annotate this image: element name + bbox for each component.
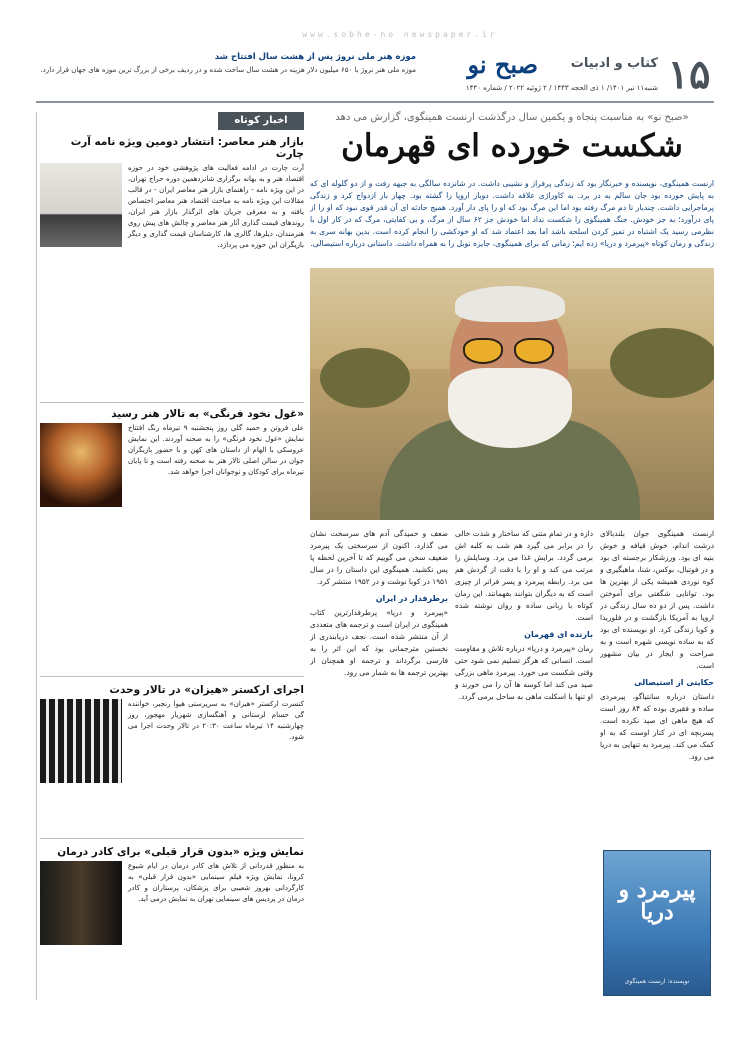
brief-item-title: اجرای ارکستر «هیزان» در تالار وحدت <box>109 684 304 696</box>
brief-item-body: به منظور قدردانی از تلاش های کادر درمان در ایام شیوع کرونا، نمایش ویژه فیلم سینمایی «بدون قرار قبلی» به کارگردانی بهروز شعیبی برای پزشکان، پرستاران و کادر درمان در پردیس های سینمایی تهران به نمایش درمی آید. <box>128 862 304 903</box>
news-brief-sidebar <box>36 112 304 1000</box>
article-headline: شکست خورده ای قهرمان <box>341 128 683 164</box>
article-col3-subhead: برطرفدار در ایران <box>375 594 448 603</box>
photo-glasses-lens-right <box>514 338 554 364</box>
photo-beard <box>448 368 572 448</box>
brief-item <box>40 684 304 834</box>
issue-date-line: شنبه۱۱ تیر ۱۴۰۱/ ۱ ذی الحجه ۱۴۴۳ / ۲ ژوئیه ۲۰۲۲ / شماره ۱۴۴۰ <box>465 84 658 92</box>
sidebar-divider <box>40 838 304 839</box>
brief-item <box>40 408 304 668</box>
book-cover <box>603 850 711 996</box>
section-title: کتاب و ادبیات <box>570 56 658 71</box>
photo-bush-left <box>320 348 410 408</box>
newspaper-logo: صبح نو <box>467 50 538 79</box>
hemingway-photo <box>310 268 714 520</box>
top-news-brief <box>36 52 416 75</box>
article-col3-text: ضعف و خمیدگی آدم های سرسخت نشان می گذارد. اکنون از سرسختی یک پیرمرد ضعیف سخن می گوییم که تا آخرین لحظه پا پس نکشید. همینگوی این داستان را در سال ۱۹۵۱ در کوبا نوشت و در ۱۹۵۲ منتشر کرد. <box>310 529 448 586</box>
site-url: www.sobhe-no newspaper.ir <box>302 30 498 39</box>
brief-item-body: آرت چارت در ادامه فعالیت های پژوهشی خود در حوزه اقتصاد هنر و به بهانه برگزاری شانزدهمین دوره حراج تهران، در این ویژه نامه - راهنمای بازار هنر معاصر ایران - در قالب مقالات این ویژه نامه به مباحث اقتصاد هنر معاصر اختصاص یافته و به معرفی جریان های اثرگذار بازار هنر ایران، روندهای قیمت گذاری آثار هنر معاصر و چالش های پیش روی هنرمندان، دیلرها، گالری ها، کارشناسان قیمت گذاری و دیگر بازیگران این حوزه می پردازد. <box>128 164 304 249</box>
sidebar-tab: اخبار کوتاه <box>218 112 304 130</box>
article-col1-text-b: داستان درباره سانتیاگو، پیرمردی ساده و فقیری بوده که ۸۴ روز است که هیچ ماهی ای صید نکرده است. پسربچه ای در کنار اوست که به او کمک می کند. پیرمرد به تنهایی به دریا می رود. <box>600 692 714 761</box>
article-col3-text-b: «پیرمرد و دریا» پرطرفدارترین کتاب همینگوی در ایران است و ترجمه های متعددی از آن منتشر شده است. نجف دریابندری از نخستین مترجمانی بود که این اثر را به فارسی برگرداند و ترجمه او همچنان از بهترین ترجمه ها به شمار می رود. <box>310 608 448 677</box>
film-still-thumbnail <box>40 861 122 945</box>
book-cover-title: پیرمرد و دریا <box>618 877 696 925</box>
orchestra-thumbnail <box>40 699 122 783</box>
sidebar-divider <box>40 402 304 403</box>
brief-item <box>40 136 304 398</box>
gallery-thumbnail <box>40 163 122 247</box>
top-news-title: موزه هنر ملی نروژ پس از هشت سال افتتاح شد <box>214 52 416 62</box>
photo-hair <box>455 286 565 322</box>
article-column-2 <box>455 528 593 1000</box>
brief-item-body: کنسرت ارکستر «هیزان» به سرپرستی هیوا رنجبر، خواننده گی حسام لرستانی و آهنگسازی شهریار مهجور، روز چهارشنبه ۱۴ تیرماه ساعت ۲۰:۳۰ در تالار وحدت اجرا می شود. <box>128 700 304 741</box>
sidebar-divider <box>40 676 304 677</box>
article-col1-subhead: حکایتی از استیصالی <box>634 678 714 687</box>
brief-item-title: «غول نخود فرنگی» به تالار هنر رسید <box>111 408 304 420</box>
brief-item <box>40 846 304 1000</box>
article-kicker: «صبح نو» به مناسبت پنجاه و یکمین سال درگذشت ارنست همینگوی، گزارش می دهد <box>335 112 689 123</box>
article-col1-text: ارنست همینگوی جوان بلندبالای درشت اندام، خوش قیافه و خوش بنیه ای بود. ورزشکار برجسته ای بود و در فوتبال، بوکس، شنا، ماهیگیری و کوه نوردی همیشه یکی از بهترین ها بود. توانایی شگفتی برای آموختن داشت. پس از دو ده سال زندگی در اروپا به آمریکا بازگشت و در فلوریدا و کوبا زندگی کرد. او نویسنده ای بود که به ساده نویسی شهره است و به صراحت و ایجاز در بیان مشهور است. <box>600 529 714 670</box>
article-lead: ارنست همینگوی، نویسنده و خبرنگار بود که زندگی پرفراز و نشیبی داشت. در شانزده سالگی به جبهه رفت و از دو گلوله ای که به پایش خورده بود جان سالم به در برد. به کاوراژی علاقه داشت. دوبار اروپا را گشته بود. چهار بار ازدواج کرد و زندگی پرماجرایی داشت. چندبار تا دم مرگ رفته بود اما این مرگ بود که او را پای دار آورد. همیج حادثه ای آن قدر قوی نبود که او را از پای درآورد؛ به جز خودش. جنگ همینگوی را شکست نداد اما خودش جز ۶۲ سال از مرگ، و بی کفایتی، مرگ که در کار اول با نظرمی رسید یک اشتباه در تمیز کردن اسلحه باشد اما بعد اعتماد شد که او خودکشی را انجام کرده است. بدین بهانه سری به زندگی و رمان کوتاه «پیرمرد و دریا» زده ایم؛ رمانی که برای همینگوی، جایزه نوبل را به همراه داشت. داستانی درباره استیصالی. <box>310 179 714 248</box>
puppet-show-thumbnail <box>40 423 122 507</box>
article-col2-text-b: رمان «پیرمرد و دریا» درباره تلاش و مقاومت است. انسانی که هرگز تسلیم نمی شود حتی وقتی شکست می خورد. پیرمرد ماهی بزرگی صید می کند اما کوسه ها آن را می خورند و او تنها با اسکلت ماهی به ساحل برمی گردد. <box>455 644 593 701</box>
masthead <box>36 48 714 103</box>
top-news-text: موزه ملی هنر نروژ با ۶۵۰ میلیون دلار هزینه در هشت سال ساخت شده و در ردیف برخی از بزرگ ترین موزه های جهان قرار دارد. <box>40 66 416 74</box>
photo-glasses-lens-left <box>463 338 503 364</box>
article-col2-text: دازه و در تمام متنی که ساختار و شدت خالی را در برابر می گیرد هم شب به کلبه اش برمی گردد. برایش غذا می برد. وسایلش را مرتب می کند و او را با دقت از گردش هم می برد. رابطه پیرمرد و پسر فراتر از چیزی است که به دیگران بتوانند بفهمانند. این رمان کوتاه با زبانی ساده و روان نوشته شده است. <box>455 529 593 622</box>
photo-bush-right <box>610 328 714 398</box>
brief-item-title: نمایش ویژه «بدون قرار قبلی» برای کادر درمان <box>57 846 304 858</box>
page-number: ۱۵ <box>667 51 711 98</box>
article-col2-subhead: بازنده ای قهرمان <box>524 630 593 639</box>
book-cover-author: نویسنده: ارنست همینگوی <box>624 978 690 985</box>
article-column-3 <box>310 528 448 1000</box>
brief-item-body: علی فروتن و حمید گلی روز پنجشنبه ۹ تیرماه رنگ افتتاح نمایش «غول نخود فرنگی» را به صحنه آوردند. این نمایش عروسکی با الهام از داستان های کهن و با حضور بازیگران جوان در سالن اصلی تالار هنر به صحنه رفته است و تا پایان تیرماه برای کودکان و نوجوانان اجرا خواهد شد. <box>128 424 304 476</box>
brief-item-title: بازار هنر معاصر: انتشار دومین ویژه نامه آرت چارت <box>70 136 304 160</box>
